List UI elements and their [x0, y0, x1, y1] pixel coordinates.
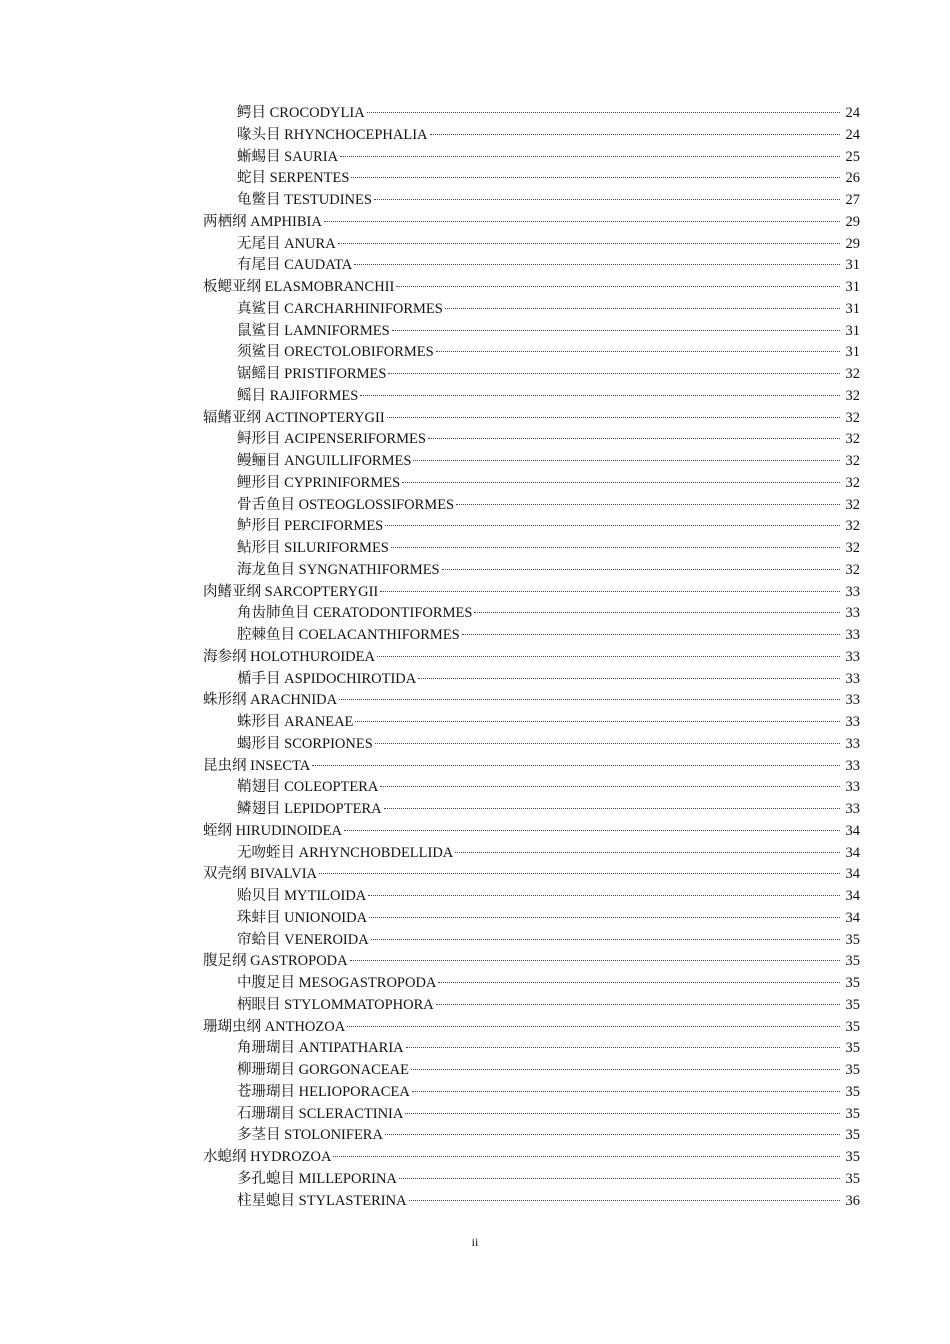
dot-leader — [462, 634, 840, 635]
toc-entry-page: 32 — [845, 387, 860, 404]
toc-entry-page: 31 — [845, 257, 860, 274]
toc-entry-page: 29 — [845, 235, 860, 252]
toc-entry-order[interactable] — [203, 1082, 860, 1104]
toc-entry-page: 31 — [845, 279, 860, 295]
toc-entry-page: 32 — [845, 453, 860, 469]
toc-entry-page: 35 — [845, 975, 860, 991]
dot-leader — [387, 417, 840, 418]
toc-entry-label: 角珊瑚目 ANTIPATHARIA — [237, 1040, 404, 1057]
toc-entry-class[interactable] — [203, 1147, 860, 1169]
toc-entry-label: 蛛形纲 ARACHNIDA — [203, 692, 338, 709]
toc-entry-order[interactable] — [203, 321, 860, 343]
toc-entry-page: 35 — [845, 1018, 860, 1035]
dot-leader — [368, 895, 840, 896]
dot-leader — [371, 939, 840, 940]
toc-entry-order[interactable] — [203, 299, 860, 321]
dot-leader — [418, 678, 840, 679]
dot-leader — [428, 438, 840, 439]
dot-leader — [384, 808, 840, 809]
toc-entry-class[interactable] — [203, 408, 860, 430]
toc-entry-label: 无吻蛭目 ARHYNCHOBDELLIDA — [237, 844, 454, 861]
toc-entry-order[interactable] — [203, 1191, 860, 1213]
toc-entry-page: 32 — [845, 518, 860, 535]
toc-entry-page: 33 — [845, 583, 860, 600]
dot-leader — [369, 917, 840, 918]
toc-entry-page: 32 — [845, 366, 860, 382]
toc-entry-page: 35 — [845, 931, 860, 948]
toc-entry-class[interactable] — [203, 756, 860, 778]
toc-entry-page: 32 — [845, 540, 860, 556]
dot-leader — [324, 221, 840, 222]
dot-leader — [474, 612, 840, 613]
toc-entry-order[interactable] — [203, 930, 860, 952]
toc-entry-page: 34 — [845, 909, 860, 926]
dot-leader — [340, 156, 840, 157]
toc-entry-page: 33 — [845, 605, 860, 622]
toc-entry-order[interactable] — [203, 886, 860, 908]
toc-entry-label: 两栖纲 AMPHIBIA — [203, 213, 322, 230]
toc-entry-label: 蛭纲 HIRUDINOIDEA — [203, 822, 342, 839]
dot-leader — [354, 264, 840, 265]
toc-entry-order[interactable] — [203, 429, 860, 451]
toc-entry-label: 多茎目 STOLONIFERA — [237, 1127, 383, 1144]
toc-entry-order[interactable] — [203, 342, 860, 364]
dot-leader — [413, 460, 840, 461]
dot-leader — [380, 591, 840, 592]
toc-entry-label: 鼠鲨目 LAMNIFORMES — [237, 322, 390, 339]
toc-entry-class[interactable] — [203, 277, 860, 299]
dot-leader — [396, 286, 840, 287]
dot-leader — [355, 721, 840, 722]
toc-entry-page: 24 — [845, 105, 860, 121]
toc-entry-label: 蛇目 SERPENTES — [237, 170, 350, 187]
toc-entry-label: 水螅纲 HYDROZOA — [203, 1149, 332, 1165]
toc-entry-class[interactable] — [203, 212, 860, 234]
toc-entry-label: 昆虫纲 INSECTA — [203, 757, 311, 774]
toc-entry-order[interactable] — [203, 234, 860, 256]
toc-entry-label: 楯手目 ASPIDOCHIROTIDA — [237, 670, 417, 687]
dot-leader — [409, 1200, 840, 1201]
dot-leader — [406, 1047, 840, 1048]
dot-leader — [339, 699, 840, 700]
toc-entry-page: 34 — [845, 866, 860, 883]
toc-entry-page: 24 — [845, 126, 860, 143]
dot-leader — [445, 308, 840, 309]
toc-entry-label: 鞘翅目 COLEOPTERA — [237, 779, 379, 796]
toc-entry-order[interactable] — [203, 995, 860, 1017]
dot-leader — [385, 525, 840, 526]
toc-entry-order[interactable] — [203, 799, 860, 821]
toc-entry-label: 真鲨目 CARCHARHINIFORMES — [237, 300, 443, 317]
toc-entry-page: 27 — [845, 192, 860, 208]
dot-leader — [312, 765, 840, 766]
toc-entry-label: 珠蚌目 UNIONOIDA — [237, 909, 368, 926]
toc-entry-order[interactable] — [203, 1169, 860, 1191]
toc-entry-page: 32 — [845, 409, 860, 426]
toc-entry-order[interactable] — [203, 734, 860, 756]
toc-entry-page: 32 — [845, 561, 860, 578]
toc-entry-order[interactable] — [203, 495, 860, 517]
toc-entry-order[interactable] — [203, 1125, 860, 1147]
dot-leader — [392, 330, 840, 331]
toc-entry-order[interactable] — [203, 125, 860, 147]
toc-entry-class[interactable] — [203, 821, 860, 843]
dot-leader — [436, 1004, 840, 1005]
toc-entry-label: 骨舌鱼目 OSTEOGLOSSIFORMES — [237, 496, 455, 513]
toc-entry-label: 须鲨目 ORECTOLOBIFORMES — [237, 344, 434, 361]
toc-entry-order[interactable] — [203, 560, 860, 582]
toc-entry-page: 35 — [845, 1105, 860, 1122]
dot-leader — [380, 786, 840, 787]
toc-entry-page: 25 — [845, 148, 860, 165]
toc-entry-page: 26 — [845, 170, 860, 187]
toc-entry-label: 贻贝目 MYTILOIDA — [237, 888, 367, 904]
toc-entry-label: 苍珊瑚目 HELIOPORACEA — [237, 1083, 410, 1100]
dot-leader — [405, 1113, 840, 1114]
toc-entry-order[interactable] — [203, 712, 860, 734]
dot-leader — [374, 199, 840, 200]
toc-entry-label: 柳珊瑚目 GORGONACEAE — [237, 1062, 409, 1078]
toc-entry-page: 33 — [845, 757, 860, 774]
toc-entry-page: 35 — [845, 1149, 860, 1165]
toc-entry-label: 腔棘鱼目 COELACANTHIFORMES — [237, 627, 460, 643]
dot-leader — [402, 482, 840, 483]
toc-entry-order[interactable] — [203, 908, 860, 930]
toc-entry-page: 34 — [845, 844, 860, 861]
toc-entry-label: 喙头目 RHYNCHOCEPHALIA — [237, 126, 428, 143]
toc-entry-page: 32 — [845, 431, 860, 448]
dot-leader — [399, 1178, 840, 1179]
toc-entry-page: 35 — [845, 1062, 860, 1078]
toc-entry-label: 板鳃亚纲 ELASMOBRANCHII — [203, 279, 395, 295]
toc-entry-order[interactable] — [203, 538, 860, 560]
toc-entry-label: 石珊瑚目 SCLERACTINIA — [237, 1105, 404, 1122]
toc-entry-page: 33 — [845, 714, 860, 730]
toc-entry-label: 鲟形目 ACIPENSERIFORMES — [237, 431, 426, 448]
dot-leader — [350, 960, 840, 961]
toc-entry-order[interactable] — [203, 843, 860, 865]
toc-entry-page: 34 — [845, 888, 860, 904]
toc-entry-label: 辐鳍亚纲 ACTINOPTERYGII — [203, 409, 385, 426]
toc-entry-label: 锯鳐目 PRISTIFORMES — [237, 366, 387, 382]
toc-entry-page: 33 — [845, 735, 860, 752]
toc-entry-page: 32 — [845, 474, 860, 491]
toc-entry-order[interactable] — [203, 364, 860, 386]
dot-leader — [333, 1156, 840, 1157]
dot-leader — [411, 1069, 840, 1070]
dot-leader — [438, 982, 840, 983]
toc-entry-order[interactable] — [203, 1104, 860, 1126]
toc-entry-page: 35 — [845, 953, 860, 970]
toc-entry-label: 多孔螅目 MILLEPORINA — [237, 1170, 397, 1187]
toc-entry-label: 鳞翅目 LEPIDOPTERA — [237, 801, 382, 817]
toc-entry-order[interactable] — [203, 147, 860, 169]
toc-entry-class[interactable] — [203, 1017, 860, 1039]
toc-entry-page: 31 — [845, 322, 860, 339]
toc-entry-class[interactable] — [203, 951, 860, 973]
toc-entry-order[interactable] — [203, 451, 860, 473]
toc-entry-label: 鳗鲡目 ANGUILLIFORMES — [237, 453, 412, 469]
toc-entry-page: 35 — [845, 996, 860, 1013]
toc-entry-page: 33 — [845, 648, 860, 665]
toc-entry-page: 32 — [845, 496, 860, 513]
toc-entry-order[interactable] — [203, 473, 860, 495]
toc-entry-class[interactable] — [203, 647, 860, 669]
toc-entry-label: 蝎形目 SCORPIONES — [237, 735, 373, 752]
toc-entry-page: 35 — [845, 1170, 860, 1187]
toc-entry-order[interactable] — [203, 168, 860, 190]
toc-entry-label: 海参纲 HOLOTHUROIDEA — [203, 648, 375, 665]
dot-leader — [436, 351, 840, 352]
toc-entry-page: 33 — [845, 627, 860, 643]
toc-entry-label: 蜥蜴目 SAURIA — [237, 148, 339, 165]
toc-entry-label: 鳐目 RAJIFORMES — [237, 387, 359, 404]
dot-leader — [319, 873, 840, 874]
toc-entry-label: 海龙鱼目 SYNGNATHIFORMES — [237, 561, 440, 578]
dot-leader — [430, 134, 840, 135]
toc-entry-order[interactable] — [203, 1060, 860, 1082]
dot-leader — [360, 395, 840, 396]
toc-entry-page: 35 — [845, 1040, 860, 1057]
toc-entry-order[interactable] — [203, 386, 860, 408]
toc-entry-page: 33 — [845, 779, 860, 796]
toc-entry-label: 中腹足目 MESOGASTROPODA — [237, 975, 437, 991]
dot-leader — [391, 547, 840, 548]
toc-entry-page: 34 — [845, 822, 860, 839]
toc-entry-order[interactable] — [203, 973, 860, 995]
toc-entry-label: 柄眼目 STYLOMMATOPHORA — [237, 996, 434, 1013]
toc-entry-page: 31 — [845, 344, 860, 361]
toc-entry-label: 帘蛤目 VENEROIDA — [237, 931, 369, 948]
toc-entry-label: 有尾目 CAUDATA — [237, 257, 353, 274]
dot-leader — [442, 569, 840, 570]
dot-leader — [367, 112, 840, 113]
toc-entry-page: 29 — [845, 213, 860, 230]
toc-entry-order[interactable] — [203, 625, 860, 647]
page-number: ii — [471, 1235, 479, 1249]
toc-entry-page: 33 — [845, 801, 860, 817]
toc-entry-class[interactable] — [203, 582, 860, 604]
toc-entry-page: 33 — [845, 692, 860, 709]
toc-entry-label: 鲈形目 PERCIFORMES — [237, 518, 384, 535]
toc-entry-label: 鳄目 CROCODYLIA — [237, 105, 365, 121]
table-of-contents — [203, 103, 860, 1212]
dot-leader — [347, 1026, 840, 1027]
toc-entry-order[interactable] — [203, 777, 860, 799]
toc-entry-class[interactable] — [203, 864, 860, 886]
toc-entry-order[interactable] — [203, 516, 860, 538]
toc-entry-label: 鲤形目 CYPRINIFORMES — [237, 474, 401, 491]
dot-leader — [344, 830, 840, 831]
toc-entry-label: 蛛形目 ARANEAE — [237, 714, 354, 730]
toc-entry-order[interactable] — [203, 255, 860, 277]
toc-entry-label: 龟鳖目 TESTUDINES — [237, 192, 372, 208]
dot-leader — [338, 243, 840, 244]
toc-entry-label: 珊瑚虫纲 ANTHOZOA — [203, 1018, 346, 1035]
toc-entry-label: 无尾目 ANURA — [237, 235, 336, 252]
dot-leader — [377, 656, 840, 657]
toc-entry-page: 33 — [845, 670, 860, 687]
toc-entry-label: 腹足纲 GASTROPODA — [203, 953, 348, 970]
toc-entry-label: 双壳纲 BIVALVIA — [203, 866, 317, 883]
toc-entry-class[interactable] — [203, 690, 860, 712]
toc-entry-page: 31 — [845, 300, 860, 317]
toc-entry-page: 35 — [845, 1083, 860, 1100]
toc-entry-order[interactable] — [203, 1038, 860, 1060]
dot-leader — [455, 852, 840, 853]
dot-leader — [388, 373, 840, 374]
toc-entry-label: 肉鳍亚纲 SARCOPTERYGII — [203, 583, 379, 600]
toc-entry-page: 35 — [845, 1127, 860, 1144]
toc-entry-page: 36 — [845, 1192, 860, 1209]
toc-entry-label: 角齿肺鱼目 CERATODONTIFORMES — [237, 605, 473, 622]
dot-leader — [456, 504, 840, 505]
toc-entry-label: 鲇形目 SILURIFORMES — [237, 540, 389, 556]
toc-entry-label: 柱星螅目 STYLASTERINA — [237, 1192, 407, 1209]
toc-entry-order[interactable] — [203, 603, 860, 625]
toc-entry-order[interactable] — [203, 669, 860, 691]
dot-leader — [385, 1134, 840, 1135]
toc-entry-order[interactable] — [203, 190, 860, 212]
toc-entry-order[interactable] — [203, 103, 860, 125]
dot-leader — [351, 177, 840, 178]
dot-leader — [412, 1091, 840, 1092]
dot-leader — [375, 743, 840, 744]
